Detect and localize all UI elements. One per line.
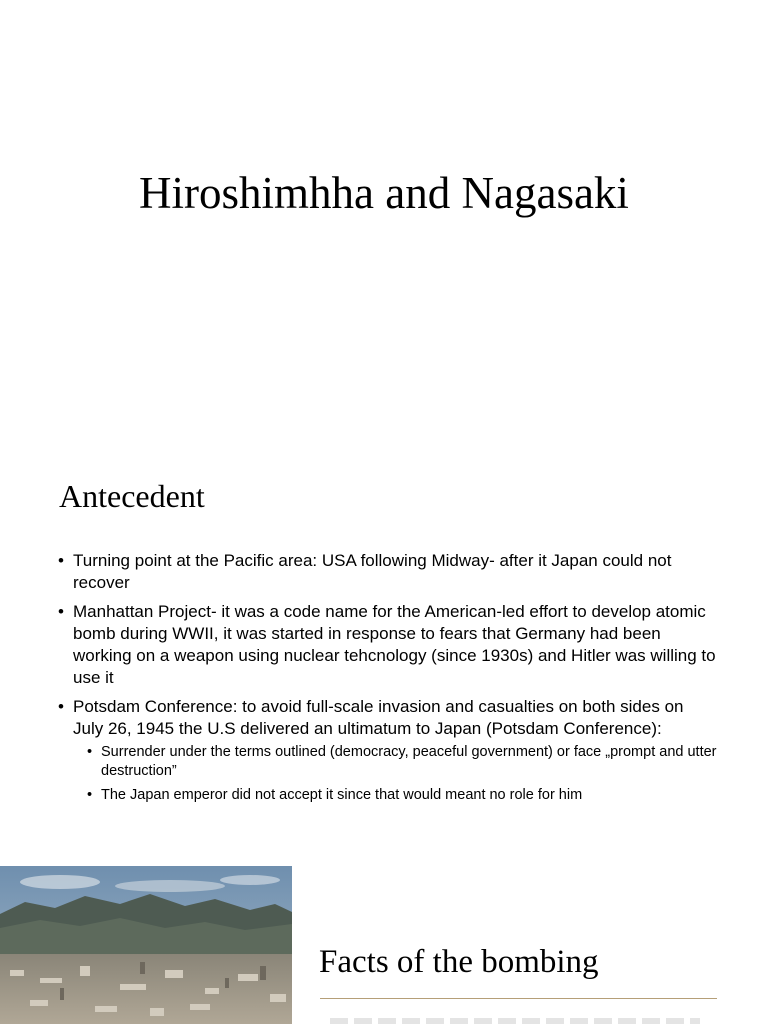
antecedent-heading: Antecedent	[59, 478, 205, 514]
bullet-item	[58, 601, 718, 689]
bullet-text: Turning point at the Pacific area: USA following Midway- after it Japan could not recover	[73, 551, 672, 592]
presentation-title: Hiroshimhha and Nagasaki	[139, 168, 629, 218]
antecedent-slide	[0, 432, 768, 866]
facts-slide	[0, 866, 768, 1024]
facts-heading: Facts of the bombing	[319, 944, 599, 980]
ruins-landscape-image	[0, 866, 292, 1024]
sub-bullet-item	[87, 743, 718, 781]
bullet-text: Manhattan Project- it was a code name for the American-led effort to develop atomic bomb during WWII, it was started in response to fears that Germany had been working on a weapon using nuclear tehcnology (since 1930s) and Hitler was willing to use it	[73, 602, 716, 687]
bullet-item	[58, 550, 718, 594]
sub-bullet-item	[87, 786, 718, 805]
city-ruins-photo	[0, 866, 292, 1024]
heading-underline	[320, 998, 717, 999]
cut-off-text-line	[330, 1018, 700, 1024]
title-slide	[0, 0, 768, 432]
antecedent-bullet-list	[58, 550, 718, 812]
bullet-item	[58, 696, 718, 805]
sub-bullet-text: The Japan emperor did not accept it since that would meant no role for him	[101, 787, 583, 803]
bullet-text: Potsdam Conference: to avoid full-scale invasion and casualties on both sides on July 26, 1945 the U.S delivered an ultimatum to Japan (Potsdam Conference):	[73, 697, 684, 738]
sub-bullet-text: Surrender under the terms outlined (democracy, peaceful government) or face „prompt and utter destruction”	[101, 744, 717, 779]
sub-bullet-list	[87, 743, 718, 805]
